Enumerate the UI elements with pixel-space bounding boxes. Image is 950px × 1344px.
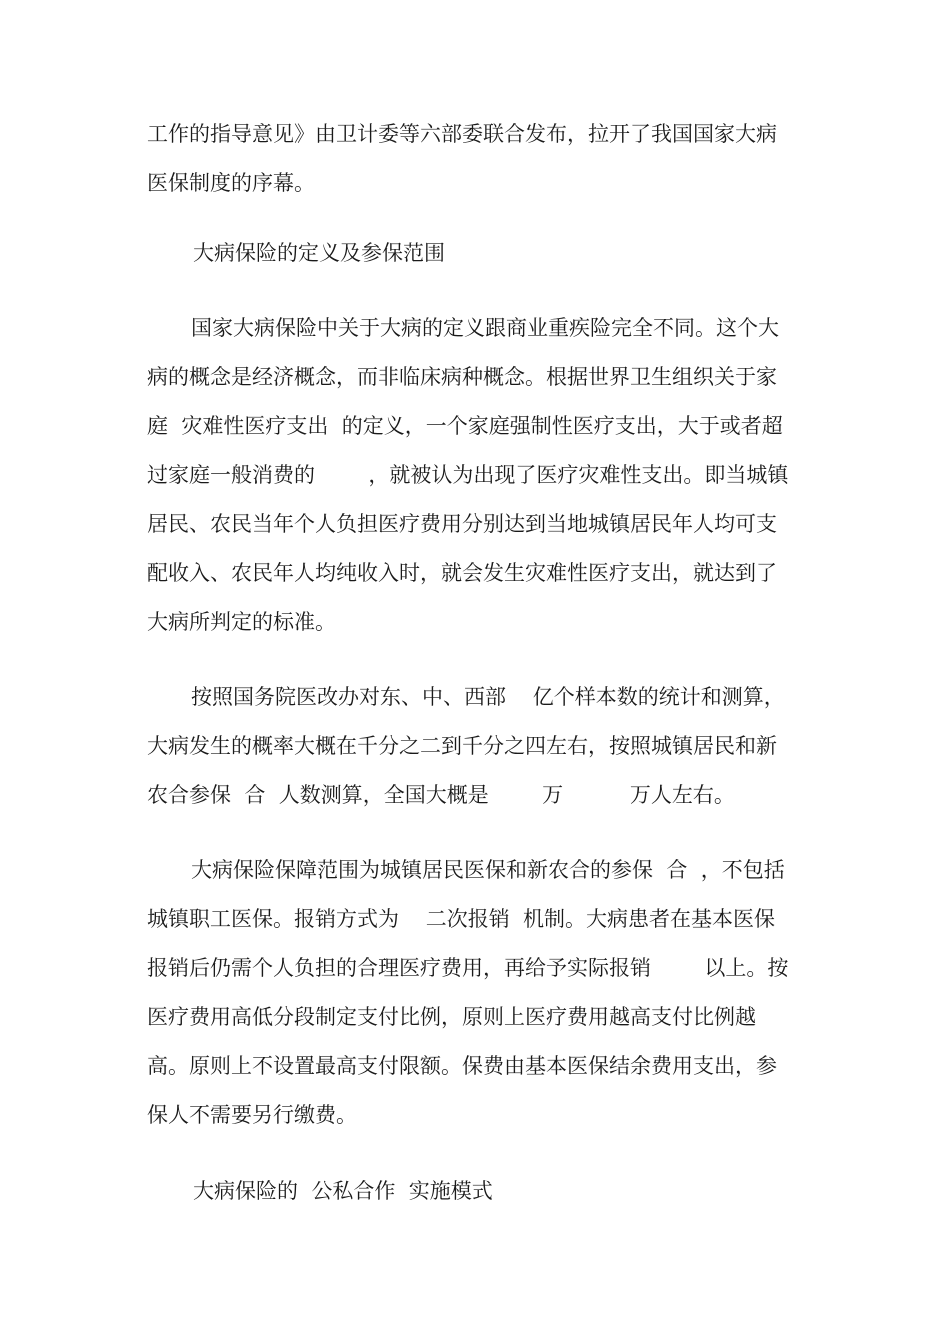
paragraph-1-line-2: 病的概念是经济概念，而非临床病种概念。根据世界卫生组织关于家 xyxy=(147,365,777,389)
intro-line-2: 医保制度的序幕。 xyxy=(147,171,315,195)
paragraph-3-line-5: 高。原则上不设置最高支付限额。保费由基本医保结余费用支出，参 xyxy=(147,1054,777,1078)
paragraph-2-line-3: 农合参保 合 人数测算，全国大概是 万 万人左右。 xyxy=(147,783,735,807)
paragraph-2-line-1: 按照国务院医改办对东、中、西部 亿个样本数的统计和测算， xyxy=(191,685,785,709)
intro-line-1: 工作的指导意见》由卫计委等六部委联合发布，拉开了我国国家大病 xyxy=(147,122,777,146)
paragraph-3-line-1: 大病保险保障范围为城镇居民医保和新农合的参保 合 ，不包括 xyxy=(191,858,785,882)
paragraph-3-line-3: 报销后仍需个人负担的合理医疗费用，再给予实际报销 以上。按 xyxy=(147,956,789,980)
paragraph-1-line-6: 配收入、农民年人均纯收入时，就会发生灾难性医疗支出，就达到了 xyxy=(147,561,777,585)
section-heading-ppp-model: 大病保险的 公私合作 实施模式 xyxy=(193,1179,493,1203)
paragraph-3-line-6: 保人不需要另行缴费。 xyxy=(147,1103,357,1127)
paragraph-1-line-7: 大病所判定的标准。 xyxy=(147,610,336,634)
paragraph-3-line-4: 医疗费用高低分段制定支付比例，原则上医疗费用越高支付比例越 xyxy=(147,1005,756,1029)
paragraph-1-line-4: 过家庭一般消费的 ，就被认为出现了医疗灾难性支出。即当城镇 xyxy=(147,463,789,487)
paragraph-3-line-2: 城镇职工医保。报销方式为 二次报销 机制。大病患者在基本医保 xyxy=(147,907,776,931)
section-heading-definition: 大病保险的定义及参保范围 xyxy=(193,241,445,265)
paragraph-1-line-1: 国家大病保险中关于大病的定义跟商业重疾险完全不同。这个大 xyxy=(191,316,779,340)
paragraph-2-line-2: 大病发生的概率大概在千分之二到千分之四左右，按照城镇居民和新 xyxy=(147,734,777,758)
paragraph-1-line-5: 居民、农民当年个人负担医疗费用分别达到当地城镇居民年人均可支 xyxy=(147,512,777,536)
paragraph-1-line-3: 庭 灾难性医疗支出 的定义，一个家庭强制性医疗支出，大于或者超 xyxy=(147,414,783,438)
